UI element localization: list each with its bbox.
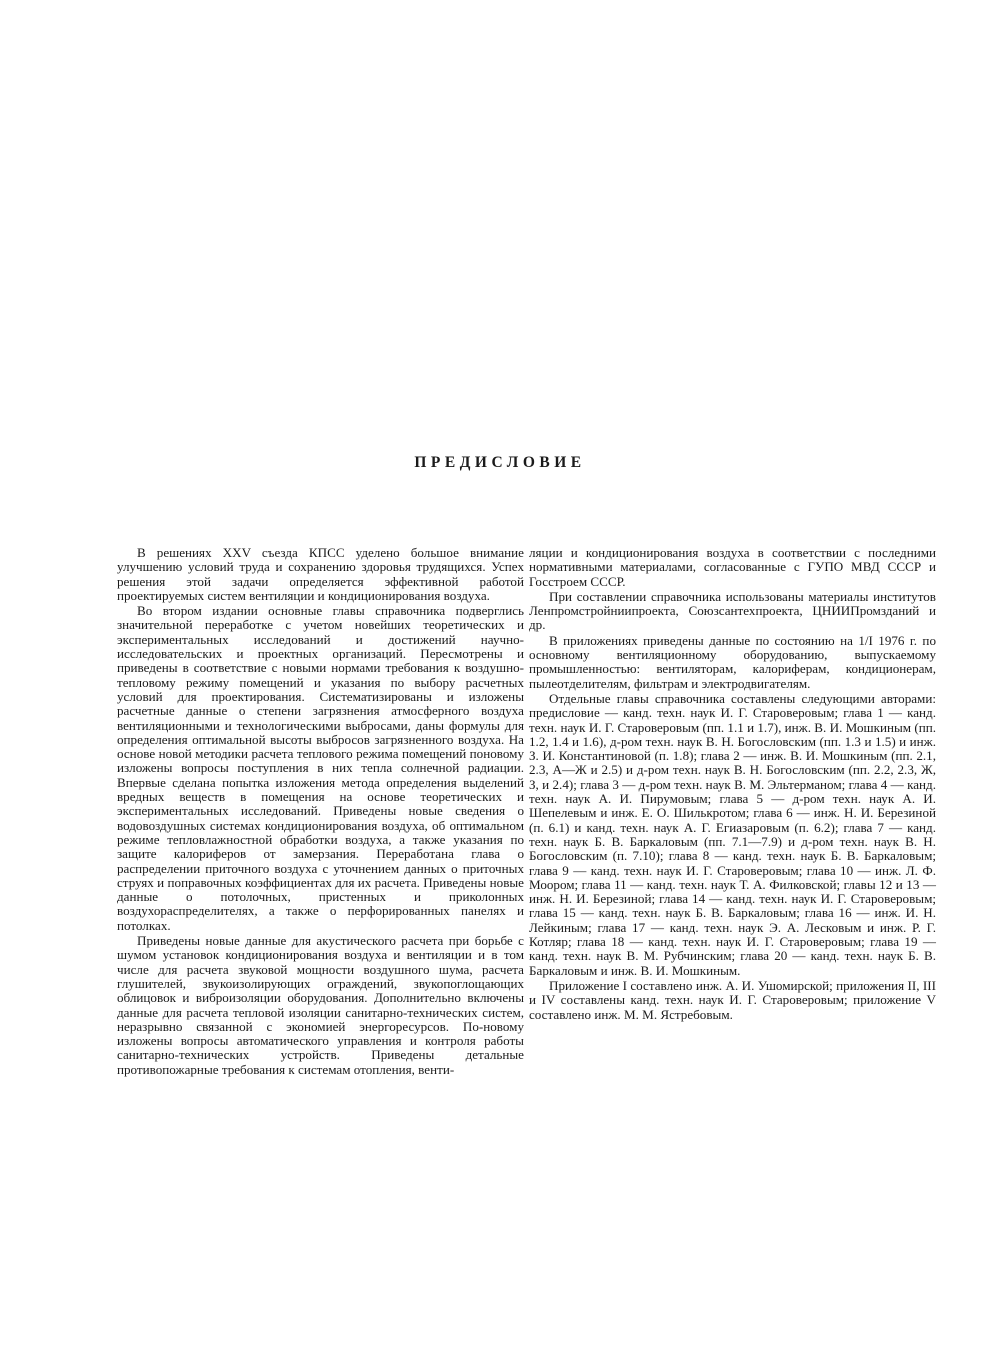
paragraph: При составлении справочника использованы материалы институтов Ленпромстройниипроекта, Союзсантехпроекта, ЦНИИПромзданий и др. [529,588,936,633]
paragraph: В приложениях приведены данные по состоянию на 1/I 1976 г. по основному вентиляционному оборудованию, выпускаемому промышленностью: вентиляторам, калориферам, кондиционерам, пылеотделителям, фильтрам и электродвигателям. [529,632,936,691]
text-column-right [529,546,936,1022]
paragraph: В решениях XXV съезда КПСС уделено большое внимание улучшению условий труда и сохранению здоровья трудящихся. Успех решения этой задачи определяется эффективной работой проектируемых систем вентиляции и кондиционирования воздуха. [117,545,524,603]
page-title: ПРЕДИСЛОВИЕ [414,454,586,471]
paragraph: Во втором издании основные главы справочника подверглись значительной переработке с учетом новейших теоретических и экспериментальных исследований и достижений научно-исследовательских и проектных организаций. Пересмотрены и приведены в соответствие с новыми нормами требования к воздушно-тепловому режиму помещений и указания по выбору расчетных условий для проектирования. Систематизированы и изложены расчетные данные о степени загрязнения атмосферного воздуха вентиляционными и технологическими выбросами, даны формулы для определения оптимальной высоты выбросов загрязненного воздуха. На основе новой методики расчета теплового режима помещений поновому изложены вопросы поступления в них тепла солнечной радиации. Впервые сделана попытка изложения метода определения выделений вредных веществ в помещения на основе теоретических и экспериментальных исследований. Приведены новые сведения о водовоздушных системах кондиционирования воздуха, об оптимальном режиме тепловлажностной обработки воздуха, а также указания по защите калориферов от замерзания. Переработана глава о распределении приточного воздуха с уточнением данных о приточных струях и поправочных коэффициентах для их расчета. Приведены новые данные о потолочных, пристенных и приколонных воздухораспределителях, а также о перфорированных панелях и потолках. [117,603,524,933]
paragraph-continuation: ляции и кондиционирования воздуха в соответствии с последними нормативными материалами, согласованные с ГУПО МВД СССР и Госстроем СССР. [529,545,936,589]
paragraph: Приведены новые данные для акустического расчета при борьбе с шумом установок кондиционирования воздуха и вентиляции и в том числе для расчета звуковой мощности воздушного шума, расчета глушителей, звукоизолирующих ограждений, звукопоглощающих облицовок и виброизоляции оборудования. Дополнительно включены данные для расчета тепловой изоляции санитарно-технических систем, неразрывно связанной с экономией энергоресурсов. По-новому изложены вопросы автоматического управления и контроля работы санитарно-технических устройств. Приведены детальные противопожарные требования к системам отопления, венти- [117,933,524,1077]
paragraph: Отдельные главы справочника составлены следующими авторами: предисловие — канд. техн. наук И. Г. Староверовым; глава 1 — канд. техн. наук И. Г. Староверовым (пп. 1.1 и 1.7), инж. В. И. Мошкиным (пп. 1.2, 1.4 и 1.6), д-ром техн. наук В. Н. Богословским (пп. 1.3 и 1.5) и инж. З. И. Константиновой (п. 1.8); глава 2 — инж. В. И. Мошкиным (пп. 2.1, 2.3, А—Ж и 2.5) и д-ром техн. наук В. Н. Богословским (пп. 2.2, 2.3, Ж, З, и 2.4); глава 3 — д-ром техн. наук В. М. Эльтерманом; глава 4 — канд. техн. наук А. И. Пирумовым; глава 5 — д-ром техн. наук А. И. Шепелевым и инж. Е. О. Шилькротом; глава 6 — инж. Н. И. Березиной (п. 6.1) и канд. техн. наук А. Г. Егиазаровым (п. 6.2); глава 7 — канд. техн. наук Б. В. Баркаловым (пп. 7.1—7.9) и д-ром техн. наук В. Н. Богословским (п. 7.10); глава 8 — канд. техн. наук Б. В. Баркаловым; глава 9 — канд. техн. наук И. Г. Староверовым; глава 10 — инж. Л. Ф. Моором; глава 11 — канд. техн. наук Т. А. Филковской; главы 12 и 13 — инж. Н. И. Березиной; глава 14 — канд. техн. наук И. Г. Староверовым; глава 15 — канд. техн. наук Б. В. Баркаловым; глава 16 — инж. И. Н. Лейкиным; глава 17 — канд. техн. наук Э. А. Лесковым и инж. Р. Г. Котляр; глава 18 — канд. техн. наук И. Г. Староверовым; глава 19 — канд. техн. наук В. М. Рубчинским; глава 20 — канд. техн. наук Б. В. Баркаловым и инж. В. И. Мошкиным. [529,690,936,978]
text-column-left [117,546,524,1077]
paragraph: Приложение I составлено инж. А. И. Ушомирской; приложения II, III и IV составлены канд. техн. наук И. Г. Староверовым; приложение V составлено инж. М. М. Ястребовым. [529,977,936,1022]
